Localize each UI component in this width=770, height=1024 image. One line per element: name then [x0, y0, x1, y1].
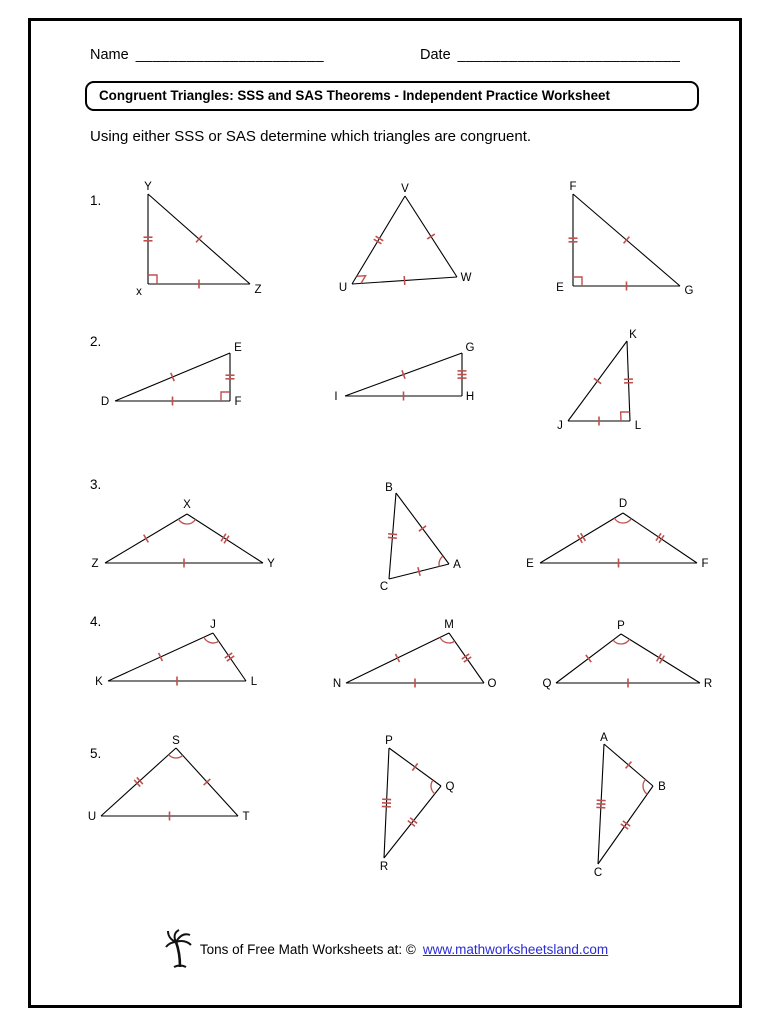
tick-mark — [396, 654, 400, 662]
problem-number: 3. — [90, 477, 102, 492]
name-blank-line: ______________________ — [135, 47, 325, 63]
tick-mark — [418, 567, 420, 576]
triangle-side — [598, 786, 653, 864]
tick-mark — [427, 234, 435, 239]
vertex-label-U: U — [338, 282, 348, 294]
triangle-svg-D-E-F — [79, 329, 299, 434]
problem-row-1 — [79, 181, 739, 301]
triangle-side — [389, 493, 396, 579]
vertex-label-D: D — [100, 396, 110, 408]
triangle-B-C-A — [299, 483, 519, 601]
problem-number: 1. — [90, 193, 102, 208]
right-angle-mark — [621, 412, 630, 421]
vertex-label-C: C — [593, 867, 603, 879]
vertex-label-U: U — [87, 811, 97, 823]
vertex-label-D: D — [618, 498, 628, 510]
footer-link[interactable]: www.mathworksheetsland.com — [422, 941, 609, 957]
problem-number: 5. — [90, 746, 102, 761]
name-field — [90, 47, 420, 63]
vertex-label-B: B — [658, 781, 666, 793]
vertex-label-W: W — [460, 272, 472, 284]
worksheet-content — [31, 21, 739, 969]
problem-row-5 — [79, 732, 739, 881]
triangle-Q-P-R — [519, 614, 739, 702]
angle-arc — [614, 518, 631, 523]
right-angle-mark — [221, 392, 230, 401]
problems-list — [79, 181, 739, 881]
vertex-label-K: K — [95, 676, 103, 688]
vertex-label-Q: Q — [445, 781, 455, 793]
worksheet-title: Congruent Triangles: SSS and SAS Theorems - Independent Practice Worksheet — [99, 88, 610, 103]
name-date-row — [90, 47, 739, 63]
vertex-label-E: E — [556, 282, 564, 294]
triangle-svg-E-D-F — [519, 483, 739, 601]
tick-mark — [578, 535, 583, 543]
triangle-E-D-F — [519, 483, 739, 601]
right-angle-mark — [357, 276, 366, 284]
triangle-E-F-G — [519, 181, 739, 301]
triangle-svg-U-S-T — [79, 736, 299, 881]
tick-mark — [586, 655, 591, 662]
vertex-label-F: F — [234, 396, 242, 408]
vertex-label-A: A — [600, 732, 608, 744]
angle-arc — [431, 780, 435, 794]
problem-number: 2. — [90, 334, 102, 349]
vertex-label-Y: Y — [267, 558, 275, 570]
vertex-label-T: T — [242, 811, 250, 823]
triangle-K-J-L — [79, 614, 299, 702]
vertex-label-B: B — [385, 482, 393, 494]
vertex-label-F: F — [701, 558, 709, 570]
vertex-label-L: L — [250, 676, 258, 688]
triangle-svg-B-C-A — [299, 483, 519, 601]
tick-mark — [412, 763, 417, 770]
triangle-side — [213, 633, 246, 681]
vertex-label-R: R — [379, 861, 389, 873]
triangle-P-Q-R — [299, 736, 519, 881]
triangle-J-K-L — [519, 329, 739, 434]
vertex-label-P: P — [385, 735, 393, 747]
triangle-side — [352, 196, 405, 284]
vertex-label-E: E — [526, 558, 534, 570]
right-angle-mark — [573, 277, 582, 286]
triangle-svg-P-Q-R — [299, 736, 519, 881]
triangle-svg-N-M-O — [299, 614, 519, 702]
palm-tree-icon — [166, 929, 193, 969]
vertex-label-J: J — [210, 619, 216, 631]
problem-number: 4. — [90, 614, 102, 629]
vertex-label-Y: Y — [144, 181, 152, 193]
tick-mark — [404, 276, 405, 285]
vertex-label-Z: Z — [254, 284, 262, 296]
vertex-label-F: F — [569, 181, 577, 193]
vertex-label-Q: Q — [542, 678, 552, 690]
triangle-svg-I-G-H — [299, 329, 519, 434]
triangle-svg-Z-X-Y — [79, 483, 299, 601]
worksheet-title-box — [85, 81, 699, 111]
instruction-text: Using either SSS or SAS determine which triangles are congruent. — [90, 128, 532, 145]
vertex-label-Z: Z — [91, 558, 99, 570]
triangle-U-V-W — [299, 181, 519, 301]
vertex-label-V: V — [401, 183, 409, 195]
vertex-label-G: G — [684, 285, 694, 297]
triangle-svg-A-B-C — [519, 732, 739, 881]
name-label: Name — [90, 47, 129, 63]
vertex-label-S: S — [172, 735, 180, 747]
vertex-label-I: I — [334, 391, 338, 403]
angle-arc — [439, 556, 443, 566]
triangle-svg-J-K-L — [519, 329, 739, 434]
triangle-svg-E-F-G — [519, 181, 739, 301]
triangle-svg-U-V-W — [299, 181, 519, 301]
vertex-label-L: L — [634, 420, 642, 432]
triangle-Z-X-Y — [79, 483, 299, 601]
triangle-side — [384, 786, 441, 858]
vertex-label-C: C — [379, 581, 389, 593]
triangle-side — [449, 633, 484, 683]
vertex-label-M: M — [444, 619, 454, 631]
vertex-label-P: P — [617, 620, 625, 632]
angle-arc — [178, 519, 195, 524]
vertex-label-A: A — [453, 559, 461, 571]
triangle-U-S-T — [79, 736, 299, 881]
footer — [57, 929, 717, 969]
vertex-label-x: x — [136, 286, 142, 298]
triangle-A-B-C — [519, 732, 739, 881]
vertex-label-K: K — [629, 329, 637, 341]
problem-row-4 — [79, 614, 739, 702]
triangle-N-M-O — [299, 614, 519, 702]
date-field — [420, 47, 680, 63]
vertex-label-X: X — [183, 499, 191, 511]
problem-row-3 — [79, 477, 739, 601]
problem-row-2 — [79, 329, 739, 434]
vertex-label-N: N — [332, 678, 342, 690]
angle-arc — [169, 755, 183, 758]
triangle-svg-Q-P-R — [519, 614, 739, 702]
tick-mark — [144, 535, 149, 543]
tick-mark — [419, 526, 426, 531]
tick-mark — [594, 378, 601, 383]
triangle-side — [101, 748, 176, 816]
tick-mark — [376, 236, 384, 241]
worksheet-page — [28, 18, 742, 1008]
vertex-label-O: O — [487, 678, 497, 690]
tick-mark — [388, 534, 397, 535]
triangle-side — [621, 634, 700, 683]
angle-arc — [613, 639, 629, 644]
triangle-svg-K-J-L — [79, 614, 299, 702]
triangle-D-E-F — [79, 329, 299, 434]
right-angle-mark — [148, 275, 157, 284]
vertex-label-R: R — [703, 678, 713, 690]
vertex-label-J: J — [557, 420, 563, 432]
vertex-label-E: E — [234, 342, 242, 354]
date-label: Date — [420, 47, 451, 63]
tick-mark — [374, 239, 382, 244]
vertex-label-H: H — [465, 391, 475, 403]
triangle-I-G-H — [299, 329, 519, 434]
triangle-svg-Y-x-Z — [79, 181, 299, 301]
vertex-label-G: G — [465, 342, 475, 354]
triangle-side — [627, 341, 630, 421]
triangle-side — [187, 514, 263, 563]
tick-mark — [581, 533, 586, 541]
footer-text: Tons of Free Math Worksheets at: © — [199, 941, 416, 957]
triangle-Y-x-Z — [79, 181, 299, 301]
date-blank-line: __________________________ — [457, 47, 681, 63]
triangle-side — [540, 513, 623, 563]
triangle-side — [623, 513, 697, 563]
angle-arc — [643, 779, 647, 794]
tick-mark — [388, 537, 397, 538]
